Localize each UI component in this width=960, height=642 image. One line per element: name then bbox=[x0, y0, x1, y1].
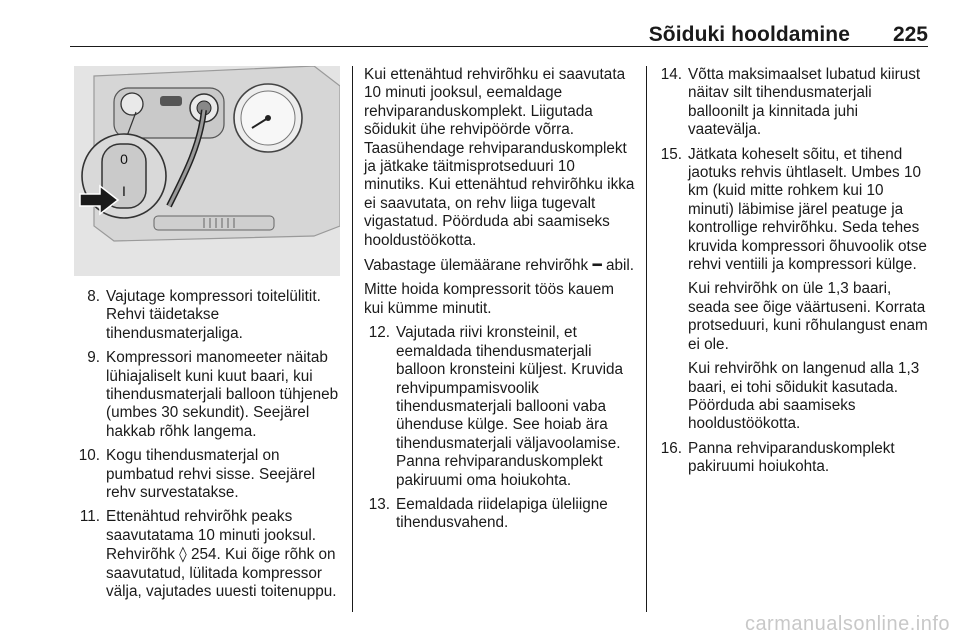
item-text: Panna rehviparanduskomplekt pakiruumi hoiukohta. bbox=[688, 439, 895, 476]
page-number: 225 bbox=[892, 23, 928, 46]
list-item bbox=[656, 440, 932, 477]
item-paragraph: Kui rehvirõhk on üle 1,3 baari, seada see õige väärtuseni. Korrata protseduuri, kuni rõhulangust enam ei ole. bbox=[688, 280, 928, 353]
column-3 bbox=[656, 66, 932, 483]
item-text: Võtta maksimaalset lubatud kiirust näitav silt tihendusmaterjali balloonilt ja kinnitada juhi vaatevälja. bbox=[688, 66, 921, 139]
page-title: Sõiduki hooldamine bbox=[648, 23, 850, 46]
item-number: 9. bbox=[87, 349, 100, 367]
item-text-after-ref: 254. Kui õige rõhk on saavutatud, lülitada kompressor välja, vajutades uuesti toitenuppu. bbox=[106, 546, 337, 601]
paragraph: Mitte hoida kompressorit töös kauem kui kümme minutit. bbox=[364, 281, 614, 317]
item-number: 10. bbox=[78, 447, 100, 465]
item-number: 16. bbox=[660, 439, 682, 457]
item-text: Kogu tihendusmaterjal on pumbatud rehvi sisse. Seejärel rehv survestatakse. bbox=[106, 447, 316, 502]
item-number: 13. bbox=[368, 495, 390, 513]
page-header bbox=[70, 16, 928, 47]
paragraph: Kui ettenähtud rehvirõhku ei saavutata 10 minuti jooksul, eemaldage rehviparanduskomplekt. Liigutada sõidukit ühe rehvipöörde võrra. Taasühendage rehviparanduskomplekt ja jätkake täitmisprotseduuri 10 minutiks. Kui ettenähtud rehvirõhku ikka ei saavutata, on rehv liiga tugevalt vigastatud. Pöörduda abi saamiseks hooldustöökotta. bbox=[364, 66, 635, 249]
item-number: 12. bbox=[368, 324, 390, 342]
watermark: carmanualsonline.info bbox=[744, 613, 950, 635]
item-number: 14. bbox=[660, 66, 682, 83]
item-text: Jätkata koheselt sõitu, et tihend jaotuks rehvis ühtlaselt. Umbes 10 km (kuid mitte rohkem kui 10 minuti) läbimise järel peatuge ja kontrollige rehvirõhku. Seda tehes kruvida kompressori õhuvoolik otse rehvi ventiili ja kompressori külge. bbox=[688, 145, 927, 274]
compressor-drawing bbox=[74, 66, 340, 276]
item-number: 15. bbox=[660, 145, 682, 163]
release-button-icon: ━ bbox=[592, 256, 602, 275]
item-number: 11. bbox=[79, 508, 100, 526]
list-item bbox=[74, 447, 342, 502]
column-1 bbox=[74, 66, 342, 608]
item-text-before-ref: Ettenähtud rehvirõhk peaks saavutatama 10 minuti jooksul. Rehvirõhk bbox=[106, 508, 317, 564]
list-item bbox=[364, 496, 636, 533]
item-paragraph: Kui rehvirõhk on langenud alla 1,3 baari, ei tohi sõidukit kasutada. Pöörduda abi saamiseks hooldustöökotta. bbox=[688, 360, 920, 433]
item-text: Kompressori manomeeter näitab lühiajaliselt kuni kuut baari, kui tihendusmaterjali balloon tühjeneb (umbes 30 sekundit). Seejärel hakkab rõhk langema. bbox=[106, 349, 339, 440]
item-number: 8. bbox=[87, 288, 100, 305]
paragraph-release-pressure bbox=[364, 256, 636, 275]
list-item bbox=[74, 508, 342, 601]
item-text: Eemaldada riidelapiga üleliigne tihendusvahend. bbox=[396, 495, 608, 532]
switch-label-off: 0 bbox=[120, 151, 128, 167]
list-item bbox=[656, 66, 932, 140]
column-2 bbox=[364, 66, 636, 539]
list-item bbox=[364, 324, 636, 490]
steps-list-col3 bbox=[656, 66, 932, 477]
switch-label-on: I bbox=[122, 183, 126, 199]
list-item bbox=[656, 146, 932, 434]
column-divider-2 bbox=[646, 66, 647, 612]
list-item bbox=[74, 349, 342, 441]
compressor-illustration bbox=[74, 66, 340, 276]
steps-list-col2 bbox=[364, 324, 636, 532]
item-text: Vajutada riivi kronsteinil, et eemaldada tihendusmaterjali balloon kronsteini küljest. Kruvida rehvipumpamisvoolik tihendusmaterjali ballooni vaba ühenduse külge. See hoiab ära tihendusmaterjali väljavoolamise. Panna rehviparanduskomplekt pakiruumi oma hoiukohta. bbox=[396, 324, 624, 489]
page-ref-icon[interactable]: ◊ bbox=[179, 545, 187, 564]
steps-list-col1 bbox=[74, 288, 342, 602]
list-item bbox=[74, 288, 342, 343]
item-text: Vajutage kompressori toitelülitit. Rehvi täidetakse tihendusmaterjaliga. bbox=[106, 288, 321, 342]
column-divider-1 bbox=[352, 66, 353, 612]
paragraph-text: Vabastage ülemäärane rehvirõhk bbox=[364, 257, 589, 275]
paragraph-text: abil. bbox=[605, 257, 634, 275]
